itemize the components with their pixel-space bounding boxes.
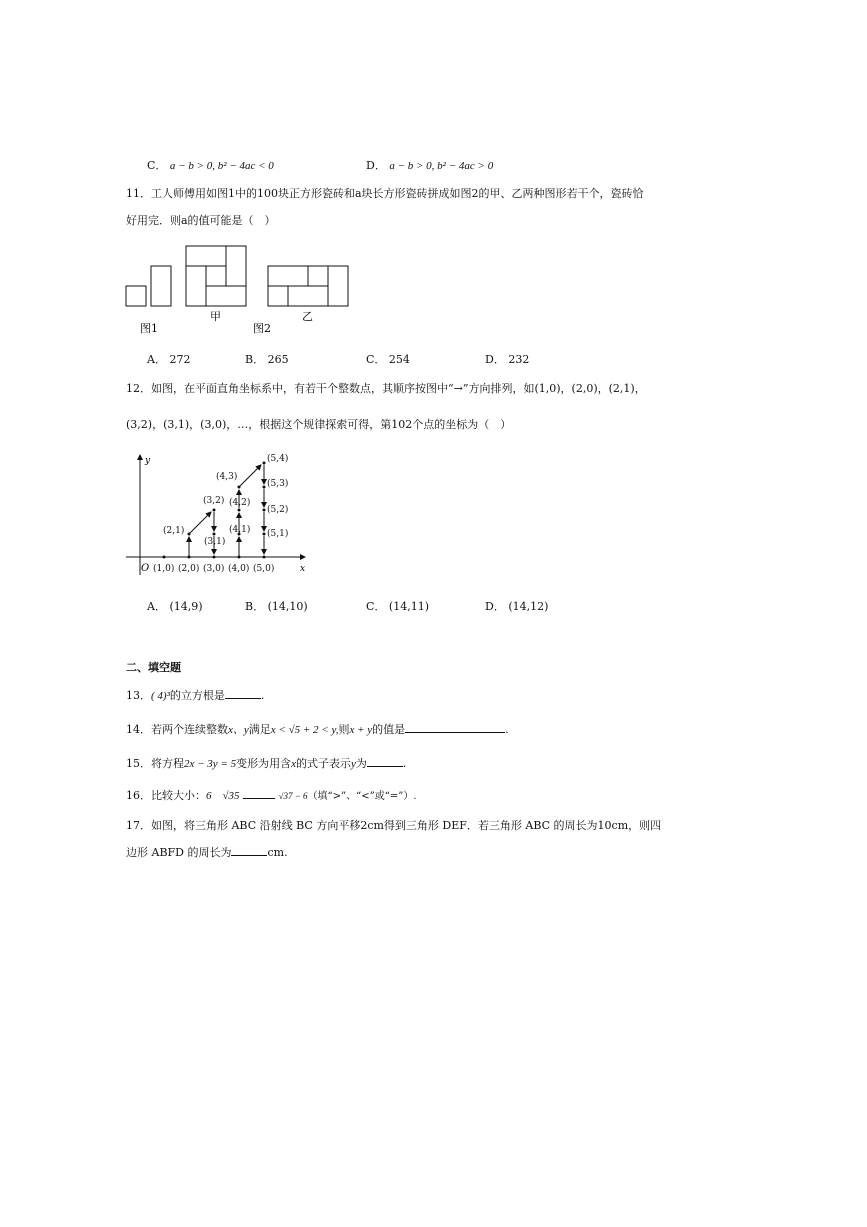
q12-line2: (3,2)，(3,1)，(3,0)，…，根据这个规律探索可得，第102个点的坐标为（ ） [126, 418, 512, 431]
q11-option-c: C． 254 [366, 353, 410, 366]
q15-answer-blank[interactable] [367, 756, 403, 767]
square-tile [126, 286, 146, 306]
q10-option-c [147, 157, 274, 173]
point-label-4-1: (4,1) [229, 525, 251, 535]
point-label-4-3: (4,3) [216, 472, 238, 482]
q12-option-a: A． (14,9) [147, 600, 203, 613]
q10-option-c-text: a − b > 0, b² − 4ac < 0 [169, 160, 274, 172]
q14-answer-blank[interactable] [405, 722, 505, 733]
point-label-4-2: (4,2) [229, 498, 251, 508]
q10-option-d-text: a − b > 0, b² − 4ac > 0 [389, 160, 494, 172]
point-label-5-1: (5,1) [267, 529, 289, 539]
x-label-2: (2,0) [178, 564, 200, 574]
jia-label: 甲 [210, 310, 221, 323]
q17-line2: 边形 ABFD 的周长为 cm. [126, 846, 288, 859]
q17-line1: 17．如图，将三角形 ABC 沿射线 BC 方向平移2cm得到三角形 DEF．若三角形 ABC 的周长为10cm，则四 [126, 819, 662, 832]
q12-option-c: C． (14,11) [366, 600, 429, 613]
q12-option-d: D． (14,12) [485, 600, 549, 613]
q11-option-d: D． 232 [485, 353, 530, 366]
q15: 15．将方程2x − 3y = 5变形为用含x的式子表示y为 . [126, 757, 407, 770]
q11-option-a: A． 272 [147, 353, 191, 366]
jia-outer [186, 246, 246, 306]
q12-option-b: B． (14,10) [245, 600, 308, 613]
q10-option-d [366, 157, 493, 173]
x-label-1: (1,0) [153, 564, 175, 574]
q11-tile-figures [120, 240, 360, 340]
q11-line1: 11．工人师傅用如图1中的100块正方形瓷砖和a块长方形瓷砖拼成如图2的甲、乙两种图形若干个，瓷砖恰 [126, 187, 644, 200]
q17-answer-blank[interactable] [231, 845, 267, 856]
q14: 14．若两个连续整数x、y满足x < √5 + 2 < y,则x + y的值是 . [126, 723, 509, 736]
point-label-5-4: (5,4) [267, 454, 289, 464]
q11-option-b: B． 265 [245, 353, 289, 366]
point-label-3-1: (3,1) [204, 537, 226, 547]
fig1-label: 图1 [140, 322, 158, 335]
point-label-5-3: (5,3) [267, 479, 289, 489]
q16-answer-blank[interactable] [243, 788, 275, 799]
q13: 13．( 4)³的立方根是 . [126, 689, 265, 702]
q13-answer-blank[interactable] [225, 688, 261, 699]
q11-line2: 好用完．则a的值可能是（ ） [126, 214, 276, 227]
origin-label: O [141, 563, 150, 574]
section-title-fill-in: 二、填空题 [126, 661, 181, 674]
x-label-5: (5,0) [253, 564, 275, 574]
rect-tile [151, 266, 171, 306]
x-label-4: (4,0) [228, 564, 250, 574]
q16: 16．比较大小：6 √35 √37 − 6（填“>”、“<”或“=”）. [126, 789, 417, 802]
x-axis-label: x [300, 564, 306, 574]
y-axis-label: y [145, 456, 151, 466]
q12-line1: 12．如图，在平面直角坐标系中，有若干个整数点，其顺序按图中“→”方向排列，如(1,0)，(2,0)，(2,1)， [126, 382, 646, 395]
point-label-3-2: (3,2) [203, 496, 225, 506]
q12-coordinate-graph [120, 447, 320, 582]
fig2-label: 图2 [253, 322, 271, 335]
q10-option-c-label: C． [147, 159, 167, 172]
point-label-2-1: (2,1) [163, 526, 185, 536]
yi-label: 乙 [302, 310, 313, 323]
q10-option-d-label: D． [366, 159, 386, 172]
point-label-5-2: (5,2) [267, 505, 289, 515]
x-label-3: (3,0) [203, 564, 225, 574]
